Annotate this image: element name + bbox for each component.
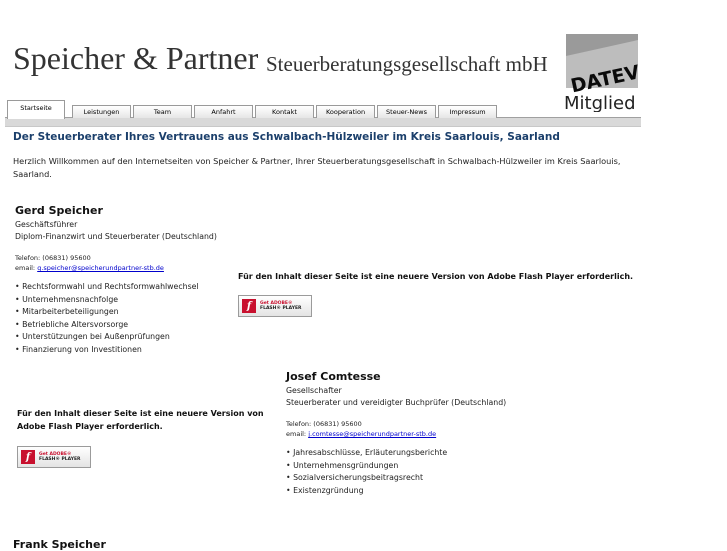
tab-anfahrt[interactable]: Anfahrt <box>194 105 253 118</box>
company-name: Speicher & Partner <box>13 40 259 76</box>
person-email-line <box>286 429 506 439</box>
list-item: • Rechtsformwahl und Rechtsformwahlwechsel <box>15 282 199 291</box>
tab-steuer-news[interactable]: Steuer-News <box>377 105 436 118</box>
person-title: Diplom-Finanzwirt und Steuerberater (Deutschland) <box>15 232 217 241</box>
intro-text: Herzlich Willkommen auf den Internetseiten von Speicher & Partner, Ihrer Steuerberatungsgesellschaft in Schwalbach-Hülzweiler im Kreis Saarlouis, Saarland. <box>13 156 621 179</box>
tab-kontakt[interactable]: Kontakt <box>255 105 314 118</box>
flash-required-message: Für den Inhalt dieser Seite ist eine neuere Version von Adobe Flash Player erforderlich. <box>17 409 264 431</box>
list-item: • Existenzgründung <box>286 485 364 495</box>
get-flash-player-button[interactable] <box>238 295 312 317</box>
flash-badge-line1: Get ADOBE® <box>260 300 293 306</box>
flash-badge-line2: FLASH® PLAYER <box>260 306 302 311</box>
tab-startseite[interactable]: Startseite <box>7 100 65 119</box>
tabbar-line <box>5 117 641 127</box>
tab-leistungen[interactable]: Leistungen <box>72 105 131 118</box>
page-heading: Der Steuerberater Ihres Vertrauens aus Schwalbach-Hülzweiler im Kreis Saarlouis, Saarland <box>13 131 560 143</box>
email-label: email: <box>15 264 36 272</box>
flash-icon: f <box>242 299 256 313</box>
get-flash-player-button[interactable] <box>17 446 91 468</box>
service-list <box>15 281 217 356</box>
flash-badge-line2: FLASH® PLAYER <box>39 457 81 462</box>
person-name-cutoff: Frank Speicher <box>13 538 106 551</box>
person-title: Steuerberater und vereidigter Buchprüfer (Deutschland) <box>286 398 507 407</box>
list-item: • Unternehmensnachfolge <box>15 294 119 304</box>
list-item: • Jahresabschlüsse, Erläuterungsberichte <box>286 448 448 457</box>
person-role: Geschäftsführer <box>15 220 78 229</box>
flash-icon: f <box>21 450 35 464</box>
flash-badge-line1: Get ADOBE® <box>39 451 72 457</box>
tab-kooperation[interactable]: Kooperation <box>316 105 375 118</box>
person-email-line <box>15 263 217 273</box>
tab-team[interactable]: Team <box>133 105 192 118</box>
person-card-comtesse <box>286 370 506 497</box>
person-name: Gerd Speicher <box>15 204 103 217</box>
list-item: • Finanzierung von Investitionen <box>15 344 142 354</box>
list-item: • Unternehmensgründungen <box>286 460 399 470</box>
email-link[interactable]: j.comtesse@speicherundpartner-stb.de <box>308 430 437 438</box>
flash-badge-text <box>260 301 302 312</box>
person-phone: Telefon: (06831) 95600 <box>15 254 91 262</box>
person-role: Gesellschafter <box>286 386 342 395</box>
person-phone: Telefon: (06831) 95600 <box>286 420 362 428</box>
tab-impressum[interactable]: Impressum <box>438 105 497 118</box>
person-name: Josef Comtesse <box>286 370 381 383</box>
person-card-speicher <box>15 204 217 356</box>
list-item: • Sozialversicherungsbeitragsrecht <box>286 473 424 482</box>
company-subtitle: Steuerberatungsgesellschaft mbH <box>266 52 548 76</box>
list-item: • Betriebliche Altersvorsorge <box>15 319 129 329</box>
service-list <box>286 447 506 497</box>
email-label: email: <box>286 430 307 438</box>
datev-logo-word: DATEV <box>568 61 640 98</box>
main-navigation <box>5 100 641 126</box>
flash-badge-text <box>39 452 81 463</box>
list-item: • Mitarbeiterbeteiligungen <box>15 307 119 316</box>
flash-required-message: Für den Inhalt dieser Seite ist eine neuere Version von Adobe Flash Player erforderlich. <box>238 272 634 281</box>
email-link[interactable]: g.speicher@speicherundpartner-stb.de <box>37 264 164 272</box>
list-item: • Unterstützungen bei Außenprüfungen <box>15 332 170 341</box>
datev-logo-caption: Mitglied <box>564 93 636 112</box>
